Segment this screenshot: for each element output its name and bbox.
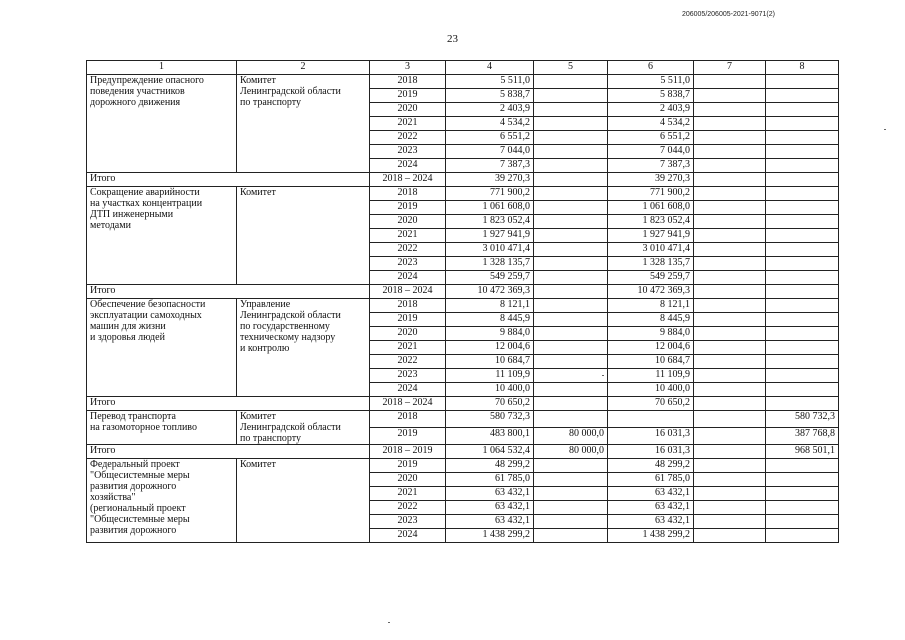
amount-cell: 11 109,9	[608, 369, 694, 383]
amount-cell: 771 900,2	[608, 187, 694, 201]
organization-cell: Управление Ленинградской области по государственному техническому надзору и контролю	[237, 299, 370, 397]
amount-cell	[766, 355, 839, 369]
year-cell: 2022	[370, 243, 446, 257]
amount-cell	[694, 187, 766, 201]
amount-cell	[534, 201, 608, 215]
header-cell: 4	[446, 61, 534, 75]
amount-cell: 61 785,0	[608, 473, 694, 487]
amount-cell	[766, 145, 839, 159]
total-amount-cell: 70 650,2	[446, 397, 534, 411]
table-row	[87, 299, 839, 313]
amount-cell	[766, 487, 839, 501]
total-amount-cell: 39 270,3	[608, 173, 694, 187]
page-number: 23	[447, 33, 458, 45]
total-amount-cell	[534, 397, 608, 411]
amount-cell	[766, 103, 839, 117]
amount-cell	[694, 341, 766, 355]
amount-cell	[766, 75, 839, 89]
amount-cell: 16 031,3	[608, 428, 694, 445]
amount-cell	[766, 459, 839, 473]
organization-cell: Комитет Ленинградской области по транспорту	[237, 411, 370, 445]
amount-cell	[766, 257, 839, 271]
amount-cell: 63 432,1	[446, 501, 534, 515]
amount-cell: 11 109,9	[446, 369, 534, 383]
total-amount-cell	[766, 285, 839, 299]
amount-cell: 12 004,6	[446, 341, 534, 355]
year-cell: 2018	[370, 75, 446, 89]
amount-cell	[694, 529, 766, 543]
amount-cell	[694, 131, 766, 145]
amount-cell: 12 004,6	[608, 341, 694, 355]
amount-cell: 63 432,1	[608, 515, 694, 529]
amount-cell: 2 403,9	[446, 103, 534, 117]
amount-cell	[534, 459, 608, 473]
amount-cell	[534, 299, 608, 313]
table-row	[87, 459, 839, 473]
amount-cell	[694, 75, 766, 89]
amount-cell	[766, 515, 839, 529]
amount-cell	[766, 243, 839, 257]
amount-cell: 5 838,7	[446, 89, 534, 103]
amount-cell	[534, 271, 608, 285]
measure-name-cell: Перевод транспорта на газомоторное топливо	[87, 411, 237, 445]
amount-cell: 4 534,2	[608, 117, 694, 131]
total-amount-cell: 10 472 369,3	[446, 285, 534, 299]
amount-cell	[608, 411, 694, 428]
amount-cell	[534, 103, 608, 117]
amount-cell	[534, 89, 608, 103]
amount-cell: 8 445,9	[446, 313, 534, 327]
total-amount-cell: 1 064 532,4	[446, 445, 534, 459]
amount-cell: 8 121,1	[446, 299, 534, 313]
amount-cell	[534, 131, 608, 145]
amount-cell	[534, 411, 608, 428]
year-cell: 2019	[370, 89, 446, 103]
budget-table	[86, 60, 839, 543]
amount-cell	[766, 299, 839, 313]
amount-cell	[694, 411, 766, 428]
year-cell: 2019	[370, 459, 446, 473]
total-amount-cell	[534, 285, 608, 299]
total-amount-cell: 70 650,2	[608, 397, 694, 411]
amount-cell: 61 785,0	[446, 473, 534, 487]
total-amount-cell: 39 270,3	[446, 173, 534, 187]
total-amount-cell: 80 000,0	[534, 445, 608, 459]
amount-cell	[534, 229, 608, 243]
amount-cell	[534, 355, 608, 369]
year-cell: 2023	[370, 369, 446, 383]
scan-speck	[602, 375, 604, 376]
year-cell: 2019	[370, 201, 446, 215]
amount-cell: 63 432,1	[446, 487, 534, 501]
amount-cell: 3 010 471,4	[446, 243, 534, 257]
year-range-cell: 2018 – 2024	[370, 285, 446, 299]
year-cell: 2022	[370, 501, 446, 515]
amount-cell: 1 328 135,7	[608, 257, 694, 271]
amount-cell	[694, 271, 766, 285]
amount-cell	[534, 501, 608, 515]
amount-cell: 48 299,2	[608, 459, 694, 473]
amount-cell: 771 900,2	[446, 187, 534, 201]
total-row	[87, 445, 839, 459]
total-row	[87, 285, 839, 299]
amount-cell: 63 432,1	[446, 515, 534, 529]
amount-cell	[766, 187, 839, 201]
amount-cell	[534, 159, 608, 173]
amount-cell: 1 328 135,7	[446, 257, 534, 271]
measure-name-cell: Предупреждение опасного поведения участников дорожного движения	[87, 75, 237, 173]
header-row	[87, 61, 839, 75]
table-row	[87, 411, 839, 428]
amount-cell	[766, 215, 839, 229]
amount-cell	[694, 313, 766, 327]
amount-cell	[766, 327, 839, 341]
year-cell: 2024	[370, 271, 446, 285]
amount-cell	[694, 117, 766, 131]
year-cell: 2020	[370, 473, 446, 487]
amount-cell	[766, 369, 839, 383]
amount-cell: 63 432,1	[608, 487, 694, 501]
amount-cell	[694, 327, 766, 341]
amount-cell: 48 299,2	[446, 459, 534, 473]
amount-cell	[766, 229, 839, 243]
year-range-cell: 2018 – 2024	[370, 173, 446, 187]
scan-speck	[388, 622, 390, 623]
table-body	[87, 75, 839, 543]
measure-name-cell: Сокращение аварийности на участках концентрации ДТП инженерными методами	[87, 187, 237, 285]
amount-cell	[534, 215, 608, 229]
measure-name-cell: Федеральный проект "Общесистемные меры развития дорожного хозяйства" (региональный проект "Общесистемные меры развития дорожного	[87, 459, 237, 543]
amount-cell	[694, 428, 766, 445]
amount-cell: 7 044,0	[446, 145, 534, 159]
year-cell: 2019	[370, 313, 446, 327]
year-cell: 2021	[370, 229, 446, 243]
organization-cell: Комитет	[237, 459, 370, 543]
amount-cell	[694, 501, 766, 515]
year-cell: 2020	[370, 327, 446, 341]
amount-cell: 3 010 471,4	[608, 243, 694, 257]
amount-cell	[534, 145, 608, 159]
measure-name-cell: Обеспечение безопасности эксплуатации самоходных машин для жизни и здоровья людей	[87, 299, 237, 397]
year-cell: 2024	[370, 159, 446, 173]
organization-cell: Комитет	[237, 187, 370, 285]
amount-cell: 580 732,3	[766, 411, 839, 428]
amount-cell	[694, 229, 766, 243]
amount-cell	[766, 313, 839, 327]
amount-cell	[694, 103, 766, 117]
header-cell: 2	[237, 61, 370, 75]
amount-cell: 483 800,1	[446, 428, 534, 445]
total-label-cell: Итого	[87, 285, 370, 299]
amount-cell	[694, 515, 766, 529]
total-amount-cell	[766, 173, 839, 187]
year-cell: 2018	[370, 187, 446, 201]
header-cell: 5	[534, 61, 608, 75]
amount-cell: 9 884,0	[446, 327, 534, 341]
amount-cell: 1 061 608,0	[446, 201, 534, 215]
year-cell: 2018	[370, 411, 446, 428]
amount-cell: 1 823 052,4	[608, 215, 694, 229]
amount-cell	[694, 215, 766, 229]
amount-cell: 5 511,0	[608, 75, 694, 89]
year-cell: 2021	[370, 117, 446, 131]
amount-cell: 2 403,9	[608, 103, 694, 117]
header-cell: 7	[694, 61, 766, 75]
year-cell: 2023	[370, 257, 446, 271]
header-cell: 1	[87, 61, 237, 75]
amount-cell: 1 927 941,9	[446, 229, 534, 243]
total-label-cell: Итого	[87, 397, 370, 411]
amount-cell	[534, 313, 608, 327]
amount-cell: 9 884,0	[608, 327, 694, 341]
year-cell: 2019	[370, 428, 446, 445]
amount-cell: 549 259,7	[446, 271, 534, 285]
amount-cell	[766, 271, 839, 285]
amount-cell	[766, 341, 839, 355]
amount-cell: 1 927 941,9	[608, 229, 694, 243]
amount-cell	[694, 369, 766, 383]
amount-cell	[694, 487, 766, 501]
year-cell: 2022	[370, 131, 446, 145]
amount-cell	[534, 257, 608, 271]
total-amount-cell	[534, 173, 608, 187]
amount-cell: 7 044,0	[608, 145, 694, 159]
total-row	[87, 173, 839, 187]
amount-cell	[534, 341, 608, 355]
amount-cell	[694, 299, 766, 313]
header-cell: 3	[370, 61, 446, 75]
amount-cell	[694, 355, 766, 369]
amount-cell: 4 534,2	[446, 117, 534, 131]
year-cell: 2021	[370, 487, 446, 501]
amount-cell: 10 684,7	[446, 355, 534, 369]
year-cell: 2022	[370, 355, 446, 369]
amount-cell: 5 511,0	[446, 75, 534, 89]
year-cell: 2020	[370, 103, 446, 117]
total-amount-cell: 10 472 369,3	[608, 285, 694, 299]
amount-cell	[534, 187, 608, 201]
amount-cell	[534, 243, 608, 257]
total-amount-cell	[694, 285, 766, 299]
amount-cell	[694, 257, 766, 271]
amount-cell	[766, 159, 839, 173]
year-cell: 2024	[370, 529, 446, 543]
amount-cell	[534, 327, 608, 341]
year-range-cell: 2018 – 2019	[370, 445, 446, 459]
amount-cell	[694, 243, 766, 257]
amount-cell	[534, 369, 608, 383]
amount-cell: 10 400,0	[446, 383, 534, 397]
amount-cell: 1 061 608,0	[608, 201, 694, 215]
amount-cell	[694, 159, 766, 173]
document-id: 206005/206005-2021-9071(2)	[681, 11, 775, 18]
year-cell: 2023	[370, 145, 446, 159]
amount-cell	[694, 201, 766, 215]
amount-cell	[694, 473, 766, 487]
amount-cell	[766, 473, 839, 487]
amount-cell: 387 768,8	[766, 428, 839, 445]
amount-cell	[766, 131, 839, 145]
total-amount-cell: 16 031,3	[608, 445, 694, 459]
amount-cell: 6 551,2	[608, 131, 694, 145]
amount-cell	[534, 75, 608, 89]
total-amount-cell	[694, 397, 766, 411]
amount-cell	[534, 383, 608, 397]
amount-cell	[694, 383, 766, 397]
amount-cell	[534, 529, 608, 543]
amount-cell	[766, 529, 839, 543]
amount-cell	[766, 383, 839, 397]
amount-cell	[534, 515, 608, 529]
total-amount-cell	[766, 397, 839, 411]
amount-cell: 1 438 299,2	[446, 529, 534, 543]
amount-cell: 549 259,7	[608, 271, 694, 285]
amount-cell: 6 551,2	[446, 131, 534, 145]
amount-cell	[694, 145, 766, 159]
amount-cell	[694, 459, 766, 473]
header-cell: 6	[608, 61, 694, 75]
amount-cell: 8 121,1	[608, 299, 694, 313]
total-label-cell: Итого	[87, 445, 370, 459]
amount-cell	[766, 89, 839, 103]
amount-cell	[534, 117, 608, 131]
amount-cell: 7 387,3	[608, 159, 694, 173]
amount-cell: 1 438 299,2	[608, 529, 694, 543]
amount-cell: 80 000,0	[534, 428, 608, 445]
header-cell: 8	[766, 61, 839, 75]
total-label-cell: Итого	[87, 173, 370, 187]
year-cell: 2021	[370, 341, 446, 355]
amount-cell	[766, 501, 839, 515]
total-amount-cell	[694, 173, 766, 187]
year-cell: 2023	[370, 515, 446, 529]
total-row	[87, 397, 839, 411]
amount-cell: 580 732,3	[446, 411, 534, 428]
amount-cell	[694, 89, 766, 103]
amount-cell	[766, 201, 839, 215]
amount-cell: 7 387,3	[446, 159, 534, 173]
total-amount-cell: 968 501,1	[766, 445, 839, 459]
year-cell: 2024	[370, 383, 446, 397]
amount-cell: 10 684,7	[608, 355, 694, 369]
year-cell: 2018	[370, 299, 446, 313]
table-row	[87, 187, 839, 201]
amount-cell	[766, 117, 839, 131]
scan-speck	[884, 129, 886, 130]
amount-cell	[534, 473, 608, 487]
table-row	[87, 75, 839, 89]
amount-cell: 1 823 052,4	[446, 215, 534, 229]
amount-cell	[534, 487, 608, 501]
amount-cell: 63 432,1	[608, 501, 694, 515]
amount-cell: 5 838,7	[608, 89, 694, 103]
year-cell: 2020	[370, 215, 446, 229]
organization-cell: Комитет Ленинградской области по транспорту	[237, 75, 370, 173]
amount-cell: 10 400,0	[608, 383, 694, 397]
amount-cell: 8 445,9	[608, 313, 694, 327]
total-amount-cell	[694, 445, 766, 459]
year-range-cell: 2018 – 2024	[370, 397, 446, 411]
